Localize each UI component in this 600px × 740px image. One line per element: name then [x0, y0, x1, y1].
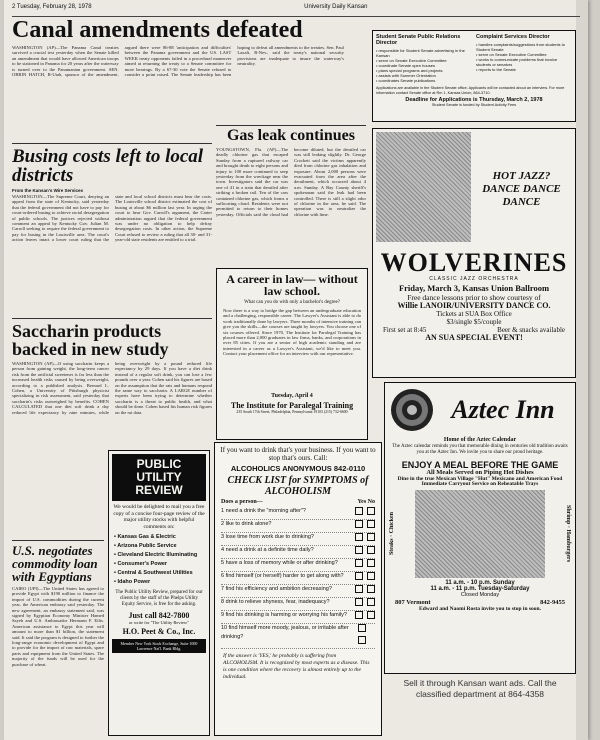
- saccharin-body: WASHINGTON (AP)—If using saccharin keeps a person from gaining weight, the long-term cancer risk from the artificial sweetener is far less than the increased health risks caused by being overweight, according to a published analysis. Bernard L. Cohen, a University of Pittsburgh physicist specializing in risk assessment, said yesterday that saccharin's risks outweighed by benefits. COHEN CALCULATED that one diet soft drink a day reduced life expectancy by nine minutes, while being overweight by a pound reduced life expectancy by 29 days. If you have a diet drink instead of a regular soft drink, you can lose a few pounds over a year. Cohen said his figures are based on the assumption that the rats and humans respond the same way to saccharin. A LARGE number of experts have been trying to determine whether saccharin is a threat to public health, and what should be done. Cohen based his human risk figures on the rat data.: [12, 361, 212, 415]
- aztec-owners: Edward and Naomi Rosta invite you to stop in soon.: [419, 605, 541, 612]
- utility-firm: H.O. Peet & Co., Inc.: [122, 627, 196, 636]
- utility-item: • Consumer's Power: [114, 561, 168, 567]
- egypt-story: [12, 540, 104, 736]
- senate-ad: [372, 30, 576, 122]
- aa-checklist-item: 6 find himself (or herself) harder to get along with?: [221, 572, 375, 585]
- no-checkbox[interactable]: [367, 598, 375, 606]
- aa-checklist-item: 4 need a drink at a definite time daily?: [221, 546, 375, 559]
- no-checkbox[interactable]: [367, 533, 375, 541]
- career-question: What can you do with only a bachelor's degree?: [244, 300, 340, 305]
- aztec-hours-sunday: 11 a.m. - 10 p.m. Sunday: [445, 579, 515, 586]
- no-checkbox[interactable]: [367, 507, 375, 515]
- jazz-ad: [372, 128, 576, 378]
- jazz-hot: HOT JAZZ? DANCE DANCE DANCE: [482, 170, 561, 208]
- busing-byline: From the Kansan's Wire Services: [12, 188, 84, 193]
- aztec-all-meals: All Meals Served on Piping Hot Dishes: [426, 469, 534, 476]
- gas-headline: Gas leak continues: [226, 127, 355, 144]
- yes-checkbox[interactable]: [355, 520, 363, 528]
- utility-item: • Cleveland Electric Illuminating: [114, 552, 198, 558]
- senate-pr-item: • plans special programs and projects: [376, 68, 443, 73]
- utility-item: • Idaho Power: [114, 579, 151, 585]
- aa-checklist-item: 1 need a drink the "morning after"?: [221, 507, 375, 520]
- yes-checkbox[interactable]: [355, 598, 363, 606]
- jazz-sponsor: Willie LANOIR/UNIVERSITY DANCE CO.: [397, 300, 551, 310]
- yes-checkbox[interactable]: [355, 572, 363, 580]
- gas-story: [216, 125, 366, 266]
- senate-pr-item: • responsible for Student Senate advertising in the Kansan: [376, 48, 465, 58]
- aztec-dine: Dine in the true Mexican Village "Hut" Mexicano and American Food: [397, 475, 563, 482]
- senate-apply: Applications are available in the Student Senate office. Applicants will be contacted about an interview. For more information contact Senate office at Rm 1, Kansas Union, 864-3710.: [376, 86, 565, 95]
- utility-intro: We would be delighted to mail you a free copy of a concise four-page review of the major utility stocks with helpful comments on:: [113, 504, 205, 530]
- aa-checklist-item: 10 find himself more moody, jealous, or irritable after drinking?: [221, 624, 375, 649]
- canal-body: WASHINGTON (AP)—The Panama Canal treaties survived a crucial test yesterday when the Senate killed an amendment that would have allowed American troops to be stationed in Panama for 20 years after the waterway is turned over to the Panamanian government. SEN. ORRIN HATCH, R-Utah, sponsor of the amendment, argued there were 86-88 'anticipation and difficulties' between the Panama government and the US. LAST WEEK treaty opponents failed in a procedural maneuver aimed at returning the treaty to a Senate committee for more hearings. By a 67-30 vote the Senate refused to consider a point raised. The Senate leadership has been hoping to defeat all amendments to the treaties. Sen. Paul Laxalt, R-Nev., said the treaty's national security provisions are inadequate to insure the waterway's neutrality.: [12, 45, 344, 78]
- aa-intro: If you want to drink that's your business. If you want to stop that's ours. Call:: [220, 446, 376, 462]
- aztec-intro: The Aztec calendar reminds you that memorable dining in centuries old tradition awaits you at the Aztec Inn. We invite you to share our proud heritage.: [392, 444, 568, 455]
- yes-checkbox[interactable]: [355, 585, 363, 593]
- aztec-name: Aztec Inn: [451, 395, 555, 424]
- utility-or-write: or write for "The Utility Review": [128, 620, 190, 625]
- aztec-carryout: Immediate Carryout Service on Reheatable Trays: [421, 481, 539, 487]
- utility-member: Member New York Stock Exchange, Suite 1000 Lawrence Nat'l. Bank Bldg.: [112, 639, 206, 653]
- career-ad: [216, 268, 368, 440]
- aztec-phone: 842-9455: [540, 598, 565, 606]
- page-edge: [576, 0, 588, 740]
- career-body: Now there is a way to bridge the gap between an undergraduate education and a challenging, responsible career. The Lawyer's Assistant is able to do work traditionally done by lawyers. Three months of intensive training can give you the skills—the courses are taught by lawyers. You choose one of six courses offered. Since 1970, The Institute for Paralegal Training has placed more than 2,000 graduates in law firms, banks, and corporations in over 85 cities. If you are a senior of high academic standing and are interested in a career as a Lawyer's Assistant, we'd like to meet you. Contact your placement office for an interview with our representative.: [223, 308, 361, 357]
- aa-checklist-item: 9 find his drinking is harming or worrying his family?: [221, 611, 375, 624]
- egypt-headline: U.S. negotiates commodity loan with Egyptians: [12, 543, 98, 584]
- senate-complaint-item: • works to communicate problems that involve students or senators: [476, 57, 558, 67]
- no-checkbox[interactable]: [367, 585, 375, 593]
- aa-ad: [214, 442, 382, 736]
- utility-ad: [108, 450, 210, 736]
- aa-footer: If the answer is 'YES,' he probably is suffering from ALCOHOLISM. It is recognized by most experts as a disease. This is one condition where the recovery is almost entirely up to the individual.: [223, 652, 370, 680]
- folio-paper: University Daily Kansan: [304, 4, 368, 10]
- aztec-home: Home of the Aztec Calendar: [443, 437, 517, 443]
- jazz-date: Friday, March 3, Kansas Union Ballroom: [398, 283, 550, 293]
- jazz-band-name: WOLVERINES: [380, 248, 568, 277]
- senate-deadline: Deadline for Applications is Thursday, March 2, 1978: [405, 97, 543, 103]
- busing-headline: Busing costs left to local districts: [12, 146, 204, 186]
- aa-phone: ALCOHOLICS ANONYMOUS 842-0110: [230, 464, 366, 473]
- no-checkbox[interactable]: [367, 546, 375, 554]
- senate-complaint-title: Complaint Services Director: [476, 34, 550, 40]
- yes-checkbox[interactable]: [355, 546, 363, 554]
- egypt-body: CAIRO (UPI)—The United States has agreed to provide Egypt with $190 million to finance the import of U.S. commodities during the current year, the American embassy said yesterday. The new agreement, an embassy statement said, was signed by Egyptian Economy Minister Hamed Sayeh and U.S. Ambassador Hermann F. Eilts. American assistance to Egypt this year will amount to more than $1 billion, the statement said. It said the program is designed to further the long-range economic development of Egypt and to provide for the import of raw materials, spare parts and equipment from the United States. The majority of the funds will be used for the purchase of wheat.: [12, 586, 104, 667]
- busing-body: WASHINGTON—The Supreme Court, denying an appeal from the state of Kentucky, said yesterday that the federal government did not have to pay for court-ordered busing to achieve racial desegregation of public schools. The justices rejected without comment an appeal by Kentucky Gov. Julian M. Carroll seeking to require the federal government to pay for busing in the Louisville area. The court's action leaves intact a lower court ruling that the state and local school districts must bear the costs. The Louisville school district estimated the cost of busing at about $6 million last year. In urging the court to hear Gov. Carroll's argument, the Carter administration argued that the federal government was under no obligation to help defray desegregation costs. In other action, the Supreme Court refused to review a ruling that all 30- and 31-year-old state residents are entitled to a trial.: [12, 194, 212, 243]
- dancers-illustration: [376, 132, 471, 242]
- senate-complaint-item: • serve on Senate Executive Committee: [476, 52, 547, 57]
- yes-checkbox[interactable]: [355, 507, 363, 515]
- canal-headline: Canal amendments defeated: [12, 18, 303, 43]
- utility-description: The Public Utility Review, prepared for our clients by the staff of the Phelps Utility Equity Service, is free for the asking.: [115, 590, 203, 607]
- jazz-special: AN SUA SPECIAL EVENT!: [425, 332, 523, 342]
- aztec-address: 807 Vermont: [395, 598, 431, 606]
- aztec-hours-week: 11 a.m. - 11 p.m. Tuesday-Saturday: [430, 585, 530, 592]
- no-checkbox[interactable]: [367, 520, 375, 528]
- jazz-beer: Beer & snacks available: [497, 325, 565, 334]
- no-checkbox[interactable]: [358, 636, 366, 644]
- aztec-chicken: Chicken: [389, 511, 395, 534]
- aa-does-label: Does a person—: [221, 498, 263, 505]
- folio-line: [12, 4, 580, 17]
- career-date: Tuesday, April 4: [271, 393, 313, 399]
- aztec-ad: Aztec Inn Home of the Aztec Calendar The Aztec calendar reminds you that memorable dining in centuries old tradition awaits you at the Aztec Inn. We invite you to share our proud heritage. ENJOY A MEAL BEFORE THE GAME All Meals Served on Piping Hot Dishes Dine in the true Mexican Village "Hut" Mexicano and American Food Immediate Carryout Service on Reheatable Trays Steaks · Chicken Shrimp · Hamburgers 11 a.m. - 10 p.m. Sunday 11 a.m. - 11 p.m. Tuesday-Saturday Closed Monday 807 Vermont 842-9455 Edward and Naomi Rosta invite you to stop in soon.: [384, 382, 576, 674]
- yes-checkbox[interactable]: [355, 559, 363, 567]
- busing-story: [12, 143, 212, 319]
- utility-item: • Kansas Gas & Electric: [114, 534, 176, 540]
- senate-complaint-item: • reports to the Senate: [476, 67, 516, 72]
- aztec-burgers: Hamburgers: [565, 529, 571, 563]
- career-institute: The Institute for Paralegal Training: [230, 401, 354, 410]
- senate-pr-item: • coordinates Senate publications: [376, 78, 436, 83]
- newspaper-page: [4, 0, 588, 740]
- career-headline: A career in law— without law school.: [226, 272, 358, 298]
- gas-body: YOUNGSTOWN, Fla. (AP)—The deadly chlorine gas that escaped Sunday from a ruptured railway car and brought death to eight persons and injury to 100 more continued to seep yesterday from the wreckage near the town. Investigators said the car was one of 41 in a train that derailed after striking a broken rail. Ten of the cars contained chlorine gas, which forms a suffocating cloud. Residents were not permitted to return to their homes yesterday. Officials said the cloud had become diluted, but the derailed car was still leaking slightly. Dr. George Crockett said the victims apparently died from chlorine gas inhalation and exposure. About 2,000 persons were evacuated from the area after the derailment, which occurred about 4 a.m. Sunday. A Bay County sheriff's spokesman said the leak had been controlled. There is still a slight odor of chlorine in the area, he said. The operation was to neutralize the chlorine with lime.: [216, 147, 366, 217]
- saccharin-headline: Saccharin products backed in new study: [12, 321, 169, 359]
- aa-checklist-item: 7 find his efficiency and ambition decreasing?: [221, 585, 375, 598]
- aztec-enjoy: ENJOY A MEAL BEFORE THE GAME: [401, 460, 559, 470]
- utility-item: • Central & Southwest Utilities: [114, 570, 193, 576]
- aa-yes-no-header: Yes No: [357, 498, 375, 505]
- yes-checkbox[interactable]: [355, 611, 363, 619]
- aztec-shrimp: Shrimp: [565, 504, 571, 525]
- utility-item: • Arizona Public Service: [114, 543, 177, 549]
- utility-call: Just call 842-7800: [128, 611, 190, 620]
- senate-funded: Student Senate is funded by Student Activity Fees: [431, 103, 517, 107]
- aa-checklist-item: 5 have a loss of memory while or after drinking?: [221, 559, 375, 572]
- jazz-first-set: First set at 8:45: [383, 325, 427, 334]
- aztec-calendar-icon: [389, 387, 435, 433]
- yes-checkbox[interactable]: [358, 624, 366, 632]
- jazz-lessons: Free dance lessons prior to show courtesy of: [407, 292, 541, 302]
- senate-pr-item: • serve on Senate Executive Committee: [376, 58, 447, 63]
- senate-pr-title: Student Senate Public Relations Director: [376, 34, 461, 46]
- folio-date: 2 Tuesday, February 28, 1978: [12, 4, 92, 10]
- classified-promo: Sell it through Kansan want ads. Call the classified department at 864-4358: [403, 678, 557, 699]
- aztec-closed: Closed Monday: [460, 591, 500, 598]
- no-checkbox[interactable]: [367, 559, 375, 567]
- aa-checklist-item: 8 drink to relieve shyness, fear, inadequacy?: [221, 598, 375, 611]
- jazz-tickets: Tickets at SUA Box Office: [436, 309, 512, 318]
- utility-title: PUBLIC UTILITY REVIEW: [112, 454, 206, 501]
- aztec-dining-photo: [415, 490, 545, 578]
- jazz-price: $3/single $5/couple: [446, 317, 502, 326]
- jazz-subtitle: CLASSIC JAZZ ORCHESTRA: [429, 276, 519, 282]
- senate-pr-item: • assists with Summer Orientation: [376, 73, 436, 78]
- yes-checkbox[interactable]: [355, 533, 363, 541]
- no-checkbox[interactable]: [367, 611, 375, 619]
- aztec-steaks: Steaks: [389, 538, 395, 556]
- no-checkbox[interactable]: [367, 572, 375, 580]
- senate-complaint-item: • handles complaints/suggestions from students to Student Senate: [476, 42, 566, 52]
- aa-checklist-item: 3 lose time from work due to drinking?: [221, 533, 375, 546]
- aa-checklist-title: CHECK LIST for SYMPTOMS of ALCOHOLISM: [227, 474, 369, 497]
- senate-pr-item: • coordinate Senate open houses: [376, 63, 435, 68]
- career-address: 235 South 17th Street, Philadelphia, Pennsylvania 19103 (215) 732-6600: [236, 410, 348, 414]
- aa-checklist-item: 2 like to drink alone?: [221, 520, 375, 533]
